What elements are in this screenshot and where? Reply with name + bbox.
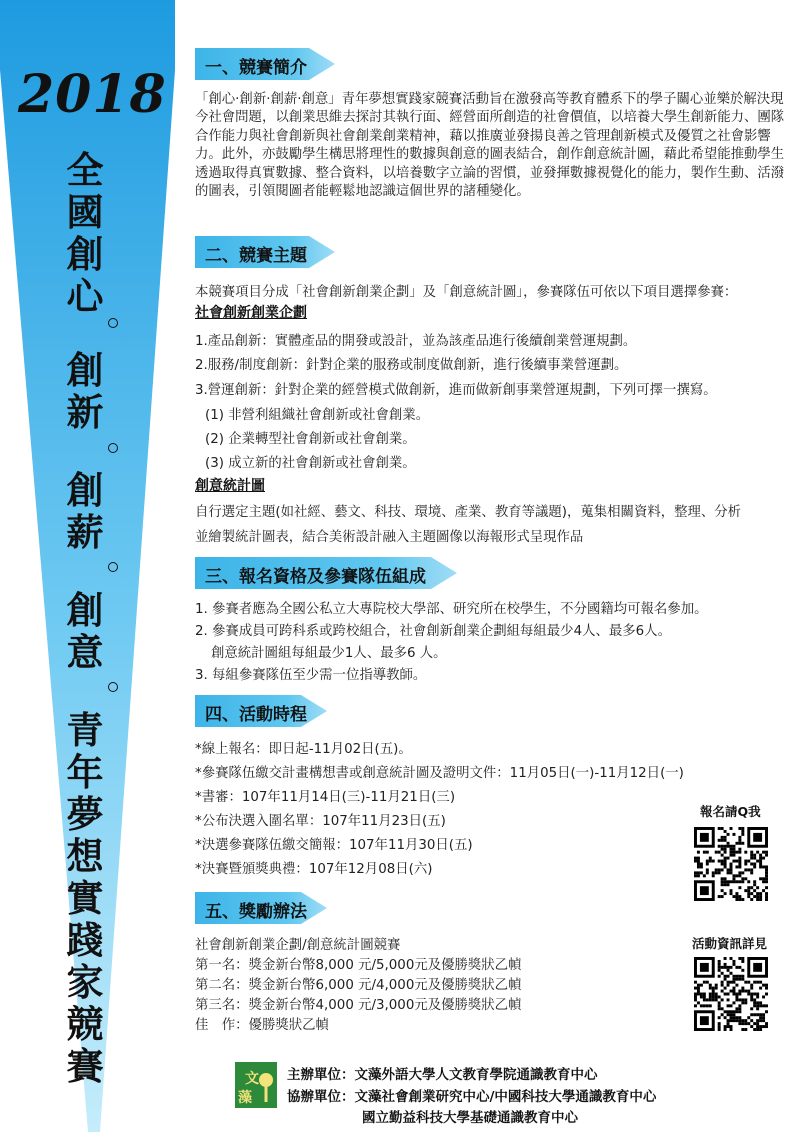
eligibility-item: 創意統計圖組每組最少1人、最多6 人。 bbox=[211, 646, 447, 661]
schedule-item: *決選參賽隊伍繳交簡報：107年11月30日(五) bbox=[195, 838, 473, 853]
plan-item: 1.產品創新：實體產品的開發或設計，並為該產品進行後續創業營運規劃。 bbox=[195, 334, 637, 349]
section-title: 三、報名資格及參賽隊伍組成 bbox=[205, 567, 426, 587]
section-title: 五、獎勵辦法 bbox=[205, 902, 307, 922]
svg-text:藻: 藻 bbox=[238, 1090, 252, 1106]
separator-dot bbox=[108, 318, 118, 328]
plan-subitem: (1) 非營利組織社會創新或社會創業。 bbox=[205, 408, 430, 423]
co-host-organizer: 協辦單位：文藻社會創業研究中心/中國科技大學通識教育中心 bbox=[287, 1089, 657, 1105]
eligibility-item: 1. 參賽者應為全國公私立大專院校大學部、研究所在校學生，不分國籍均可報名參加。 bbox=[195, 602, 708, 617]
banner-title-part-3: 創薪 bbox=[66, 469, 104, 554]
banner-title-part-4: 創意 bbox=[66, 589, 104, 674]
svg-text:文: 文 bbox=[245, 1071, 259, 1087]
schedule-item: *公布決選入圍名單：107年11月23日(五) bbox=[195, 814, 446, 829]
info-qr-code[interactable] bbox=[694, 957, 768, 1031]
register-qr-code[interactable] bbox=[694, 827, 768, 901]
award-item: 第三名：獎金新台幣4,000 元/3,000元及優勝獎狀乙幀 bbox=[195, 998, 522, 1013]
register-qr-label: 報名請Q我 bbox=[700, 804, 761, 819]
plan-item: 3.營運創新：針對企業的經營模式做創新，進而做新創事業營運規劃，下列可擇一撰寫。 bbox=[195, 383, 717, 398]
plan-item: 2.服務/制度創新：針對企業的服務或制度做創新，進行後續事業營運劃。 bbox=[195, 358, 628, 373]
theme-intro: 本競賽項目分成「社會創新創業企劃」及「創意統計圖」，參賽隊伍可依以下項目選擇參賽： bbox=[195, 285, 738, 300]
section-title: 二、競賽主題 bbox=[205, 246, 307, 266]
award-item: 第一名：獎金新台幣8,000 元/5,000元及優勝獎狀乙幀 bbox=[195, 958, 522, 973]
host-organizer: 主辦單位：文藻外語大學人文教育學院通識教育中心 bbox=[287, 1067, 598, 1083]
schedule-item: *書審：107年11月14日(三)-11月21日(三) bbox=[195, 790, 456, 805]
eligibility-item: 2. 參賽成員可跨科系或跨校組合，社會創新創業企劃組每組最少4人、最多6人。 bbox=[195, 624, 671, 639]
separator-dot bbox=[108, 443, 118, 453]
intro-paragraph: 「創心‧創新‧創薪‧創意」青年夢想實踐家競賽活動旨在激發高等教育體系下的學子關心並樂於解決現今社會問題，以創業思維去探討其執行面、經營面所創造的社會價值，以培養大學生創新能力、團隊合作能力與社會創新與社會創業創業精神，藉以推廣並發揚良善之管理創新模式及優質之社會影響力。此外，亦鼓勵學生構思將理性的數據與創意的圖表結合，創作創意統計圖，藉此希望能推動學生透過取得真實數據、整合資料，以培養數字立論的習慣，並發揮數據視覺化的能力，製作生動、活潑的圖表，引領閱圖者能輕鬆地認識這個世界的諸種變化。 bbox=[195, 92, 785, 200]
schedule-item: *決賽暨頒獎典禮：107年12月08日(六) bbox=[195, 862, 433, 877]
plan-subitem: (3) 成立新的社會創新或社會創業。 bbox=[205, 456, 416, 471]
chart-description: 並繪製統計圖表，結合美術設計融入主題圖像以海報形式呈現作品 bbox=[195, 530, 584, 545]
banner-title-part-5: 青年夢想實踐家競賽 bbox=[66, 709, 104, 1088]
chart-description: 自行選定主題(如社經、藝文、科技、環境、產業、教育等議題)，蒐集相關資料，整理、分析 bbox=[195, 505, 742, 520]
banner-title-part-2: 創新 bbox=[66, 349, 104, 434]
university-logo bbox=[235, 1062, 277, 1108]
co-host-organizer-2: 國立勤益科技大學基礎通識教育中心 bbox=[362, 1110, 578, 1126]
event-year: 2018 bbox=[18, 64, 167, 125]
section-title: 一、競賽簡介 bbox=[205, 58, 307, 78]
separator-dot bbox=[108, 562, 118, 572]
award-item: 第二名：獎金新台幣6,000 元/4,000元及優勝獎狀乙幀 bbox=[195, 978, 522, 993]
plan-heading: 社會創新創業企劃 bbox=[195, 305, 307, 321]
plan-subitem: (2) 企業轉型社會創新或社會創業。 bbox=[205, 432, 416, 447]
info-qr-label: 活動資訊詳見 bbox=[692, 936, 768, 951]
left-banner bbox=[0, 0, 175, 1132]
schedule-item: *線上報名：即日起-11月02日(五)。 bbox=[195, 742, 412, 757]
award-item: 社會創新創業企劃/創意統計圖競賽 bbox=[195, 938, 401, 953]
banner-title-part-1: 全國創心 bbox=[66, 149, 104, 318]
eligibility-item: 3. 每組參賽隊伍至少需一位指導教師。 bbox=[195, 668, 427, 683]
chart-heading: 創意統計圖 bbox=[195, 478, 265, 494]
separator-dot bbox=[108, 682, 118, 692]
section-title: 四、活動時程 bbox=[205, 705, 307, 725]
schedule-item: *參賽隊伍繳交計畫構想書或創意統計圖及證明文件：11月05日(一)-11月12日(一) bbox=[195, 766, 684, 781]
award-item: 佳 作：優勝獎狀乙幀 bbox=[195, 1018, 329, 1033]
